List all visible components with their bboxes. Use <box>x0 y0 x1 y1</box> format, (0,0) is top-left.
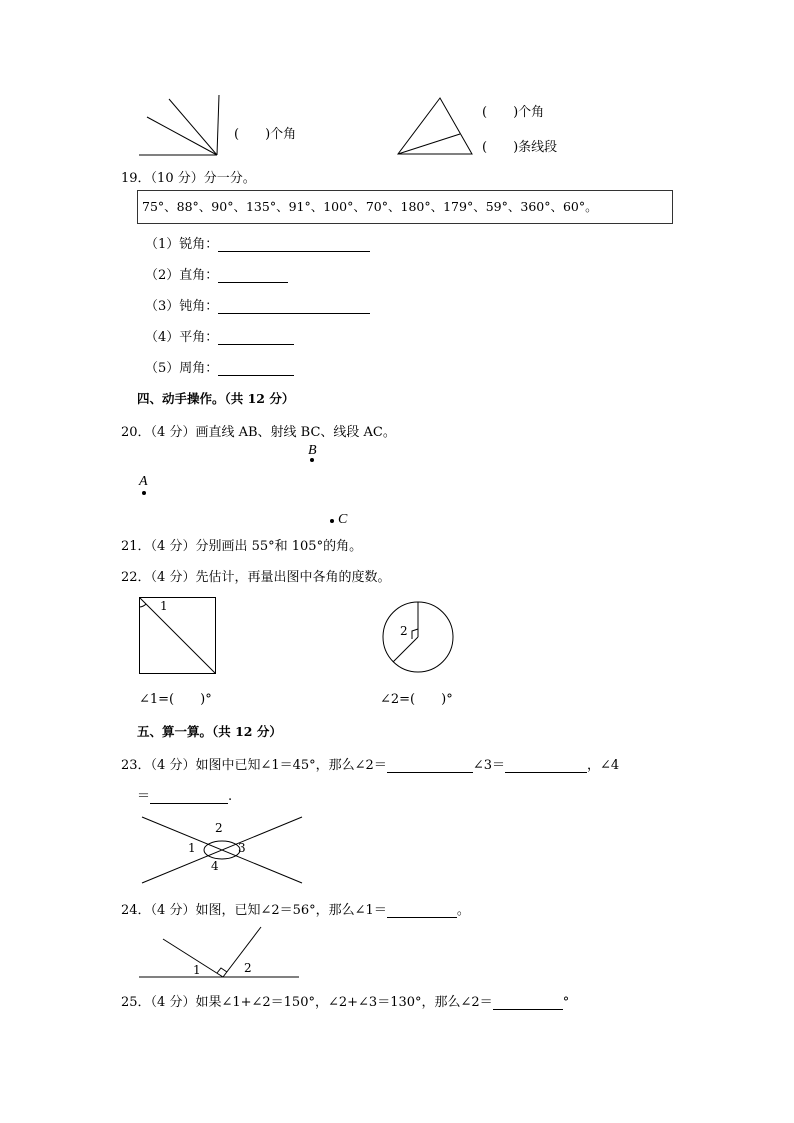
circle-sector-figure <box>382 601 456 675</box>
point-c-label: C <box>338 512 348 527</box>
question-24 <box>121 899 470 918</box>
right-angle-lines-figure <box>139 925 301 980</box>
point-c-dot[interactable] <box>330 519 334 523</box>
obtuse-angle-label: （3）钝角： <box>145 299 219 314</box>
question-23-line-2 <box>137 785 232 804</box>
question-22-title: 22．（4 分）先估计，再量出图中各角的度数。 <box>121 570 391 585</box>
q23-period: . <box>228 789 233 804</box>
triangle-angle-count: ( )个角 <box>482 105 545 120</box>
question-21-title: 21．（4 分）分别画出 55°和 105°的角。 <box>121 539 363 554</box>
q23-angle-4-label: 4 <box>211 859 219 873</box>
fan-angles-figure <box>135 95 225 160</box>
triangle-figure <box>396 96 476 158</box>
q23-angle-3-text: ∠3＝ <box>472 758 505 773</box>
angle-2-blank[interactable] <box>387 758 473 773</box>
point-a-label: A <box>139 474 148 489</box>
fan-angle-count: ( )个角 <box>234 127 297 142</box>
right-angle-row <box>145 264 288 283</box>
q25-angle-2-blank[interactable] <box>493 995 563 1010</box>
q23-angle-1-label: 1 <box>188 841 196 855</box>
obtuse-angle-row <box>145 295 370 314</box>
round-angle-label: （5）周角： <box>145 361 219 376</box>
acute-angle-label: （1）锐角： <box>145 237 219 252</box>
acute-angle-row <box>145 233 370 252</box>
q25-text-end: ° <box>562 995 570 1010</box>
question-23-line-1 <box>121 754 619 773</box>
angle-list-box: 75°、88°、90°、135°、91°、100°、70°、180°、179°、59°、360°、60°。 <box>137 190 673 224</box>
acute-angle-blank[interactable] <box>218 237 370 252</box>
q24-text-end: 。 <box>456 903 470 918</box>
right-angle-blank[interactable] <box>218 268 288 283</box>
triangle-segment-count: ( )条线段 <box>482 140 558 155</box>
obtuse-angle-blank[interactable] <box>218 299 370 314</box>
angle-1-answer[interactable]: ∠1=( )° <box>139 692 212 707</box>
q25-text-start: 25．（4 分）如果∠1+∠2＝150°，∠2+∠3＝130°，那么∠2＝ <box>121 995 493 1010</box>
section-5-title: 五、算一算。（共 12 分） <box>137 724 282 739</box>
round-angle-blank[interactable] <box>218 361 294 376</box>
square-diagonal-figure <box>139 597 219 677</box>
angle-3-blank[interactable] <box>505 758 587 773</box>
angle-4-blank[interactable] <box>150 789 228 804</box>
q24-angle-1-blank[interactable] <box>387 903 457 918</box>
right-angle-label: （2）直角： <box>145 268 219 283</box>
circle-angle-2-label: 2 <box>400 624 408 638</box>
round-angle-row <box>145 357 294 376</box>
q23-angle-2-label: 2 <box>215 821 223 835</box>
q23-eq-sign: ＝ <box>137 789 151 804</box>
q24-angle-1-label: 1 <box>193 963 201 977</box>
straight-angle-label: （4）平角： <box>145 330 219 345</box>
square-angle-1-label: 1 <box>160 599 168 613</box>
straight-angle-blank[interactable] <box>218 330 294 345</box>
straight-angle-row <box>145 326 294 345</box>
question-25 <box>121 991 569 1010</box>
angle-2-answer[interactable]: ∠2=( )° <box>380 692 453 707</box>
q24-text-start: 24．（4 分）如图，已知∠2＝56°，那么∠1＝ <box>121 903 387 918</box>
q24-angle-2-label: 2 <box>244 961 252 975</box>
question-20-title: 20．（4 分）画直线 AB、射线 BC、线段 AC。 <box>121 425 396 440</box>
q23-text-start: 23．（4 分）如图中已知∠1＝45°，那么∠2＝ <box>121 758 387 773</box>
point-a-dot[interactable] <box>142 491 146 495</box>
question-19-title: 19．（10 分）分一分。 <box>121 171 256 186</box>
section-4-title: 四、动手操作。（共 12 分） <box>137 391 295 406</box>
q23-angle-3-label: 3 <box>238 841 246 855</box>
q23-angle-4-text: ，∠4 <box>587 758 620 773</box>
point-b-dot[interactable] <box>310 458 314 462</box>
point-b-label: B <box>308 443 317 458</box>
